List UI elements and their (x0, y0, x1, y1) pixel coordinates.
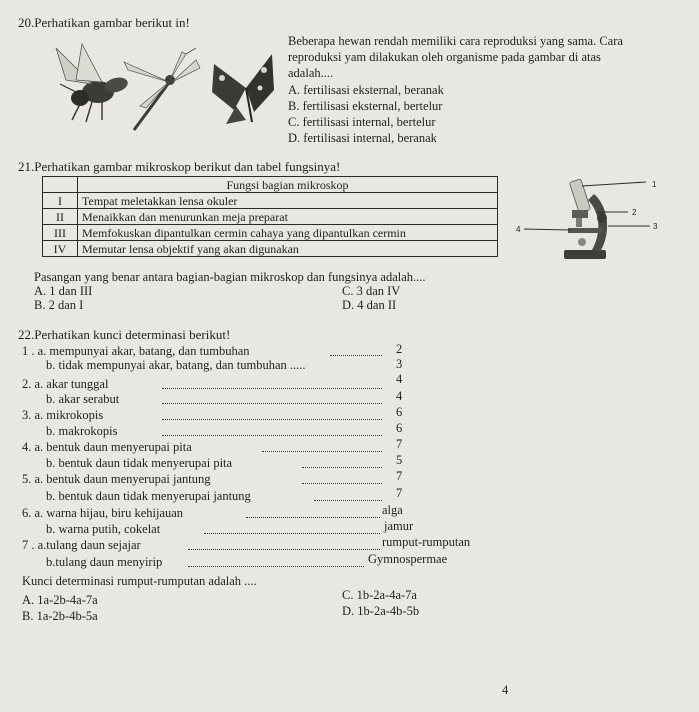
key-answer: rumput-rumputan (382, 535, 471, 549)
q21-option-b[interactable]: B. 2 dan I (34, 298, 84, 312)
q21-option-d[interactable]: D. 4 dan II (342, 298, 397, 312)
insects-figure (36, 40, 276, 135)
table-row-num: I (43, 193, 78, 209)
dotted-leader (302, 483, 382, 484)
key-answer: jamur (384, 519, 414, 533)
microscope-label-4: 4 (516, 225, 521, 234)
table-row-num: III (43, 225, 78, 241)
key-line: b. bentuk daun tidak menyerupai jantung (46, 489, 251, 503)
key-line: b. tidak mempunyai akar, batang, dan tumbuhan ..... (46, 358, 306, 372)
key-answer: 7 (396, 437, 403, 451)
key-line: b. makrokopis (46, 424, 118, 438)
dragonfly-icon (124, 48, 200, 130)
key-answer: 2 (396, 342, 403, 356)
key-answer: 3 (396, 357, 403, 371)
table-row-text: Memutar lensa objektif yang akan digunakan (78, 241, 498, 257)
q22-question: Kunci determinasi rumput-rumputan adalah .... (22, 574, 257, 588)
dotted-leader (262, 451, 382, 452)
dotted-leader (162, 403, 382, 404)
key-answer: 7 (396, 469, 403, 483)
dotted-leader (188, 566, 364, 567)
table-row-num: II (43, 209, 78, 225)
dotted-leader (314, 500, 382, 501)
q20-option-a[interactable]: A. fertilisasi eksternal, beranak (288, 83, 444, 97)
key-answer: 4 (396, 389, 403, 403)
key-answer: 6 (396, 421, 403, 435)
key-line: 4. a. bentuk daun menyerupai pita (22, 440, 192, 454)
dotted-leader (162, 388, 382, 389)
key-answer: alga (382, 503, 403, 517)
key-answer: 4 (396, 372, 403, 386)
q20-option-b[interactable]: B. fertilisasi eksternal, bertelur (288, 99, 443, 113)
table-row-num: IV (43, 241, 78, 257)
q21-option-a[interactable]: A. 1 dan III (34, 284, 93, 298)
q20-stem-3: adalah.... (288, 66, 334, 80)
dotted-leader (246, 517, 380, 518)
table-row (43, 225, 498, 241)
dotted-leader (188, 549, 380, 550)
q21-option-c[interactable]: C. 3 dan IV (342, 284, 401, 298)
table-row-text: Memfokuskan dipantulkan cermin cahaya yang dipantulkan cermin (78, 225, 498, 241)
q20-option-d[interactable]: D. fertilisasi internal, beranak (288, 131, 437, 145)
q20-stem-2: reproduksi yam dilakukan oleh organisme pada gambar di atas (288, 50, 601, 64)
q20-option-c[interactable]: C. fertilisasi internal, bertelur (288, 115, 436, 129)
q21-title: 21.Perhatikan gambar mikroskop berikut dan tabel fungsinya! (18, 159, 341, 174)
q22-title: 22.Perhatikan kunci determinasi berikut! (18, 327, 231, 342)
dotted-leader (162, 419, 382, 420)
table-header: Fungsi bagian mikroskop (78, 177, 498, 193)
key-line: b.tulang daun menyirip (46, 555, 163, 569)
key-line: b. bentuk daun tidak menyerupai pita (46, 456, 233, 470)
table-header-blank (43, 177, 78, 193)
dotted-leader (330, 355, 382, 356)
key-answer: 5 (396, 453, 403, 467)
key-line: 6. a. warna hijau, biru kehijauan (22, 506, 184, 520)
key-line: 5. a. bentuk daun menyerupai jantung (22, 472, 211, 486)
dotted-leader (302, 467, 382, 468)
microscope-label-3: 3 (653, 222, 658, 231)
key-answer: 6 (396, 405, 403, 419)
wasp-icon (56, 44, 129, 122)
microscope-function-table (42, 176, 498, 257)
key-line: 3. a. mikrokopis (22, 408, 104, 422)
key-answer: 7 (396, 486, 403, 500)
table-row-text: Tempat meletakkan lensa okuler (78, 193, 498, 209)
table-row-text: Menaikkan dan menurunkan meja preparat (78, 209, 498, 225)
q20-stem-1: Beberapa hewan rendah memiliki cara reproduksi yang sama. Cara (288, 34, 623, 48)
microscope-icon (564, 179, 607, 259)
butterfly-icon (212, 54, 274, 124)
page-number: 4 (502, 683, 509, 697)
microscope-figure (508, 172, 668, 264)
table-row (43, 193, 498, 209)
q22-option-d[interactable]: D. 1b-2a-4b-5b (342, 604, 420, 618)
table-row (43, 209, 498, 225)
key-line: b. warna putih, cokelat (46, 522, 161, 536)
microscope-label-1: 1 (652, 180, 657, 189)
q22-option-c[interactable]: C. 1b-2a-4a-7a (342, 588, 417, 602)
dotted-leader (204, 533, 380, 534)
q21-question: Pasangan yang benar antara bagian-bagian mikroskop dan fungsinya adalah.... (34, 270, 426, 284)
microscope-label-2: 2 (632, 208, 637, 217)
key-answer: Gymnospermae (368, 552, 448, 566)
key-line: 7 . a.tulang daun sejajar (22, 538, 141, 552)
q22-option-b[interactable]: B. 1a-2b-4b-5a (22, 609, 98, 623)
q20-title: 20.Perhatikan gambar berikut in! (18, 15, 190, 30)
key-line: b. akar serabut (46, 392, 120, 406)
table-row (43, 241, 498, 257)
dotted-leader (162, 435, 382, 436)
key-line: 1 . a. mempunyai akar, batang, dan tumbuhan (22, 344, 250, 358)
key-line: 2. a. akar tunggal (22, 377, 109, 391)
q22-option-a[interactable]: A. 1a-2b-4a-7a (22, 593, 98, 607)
